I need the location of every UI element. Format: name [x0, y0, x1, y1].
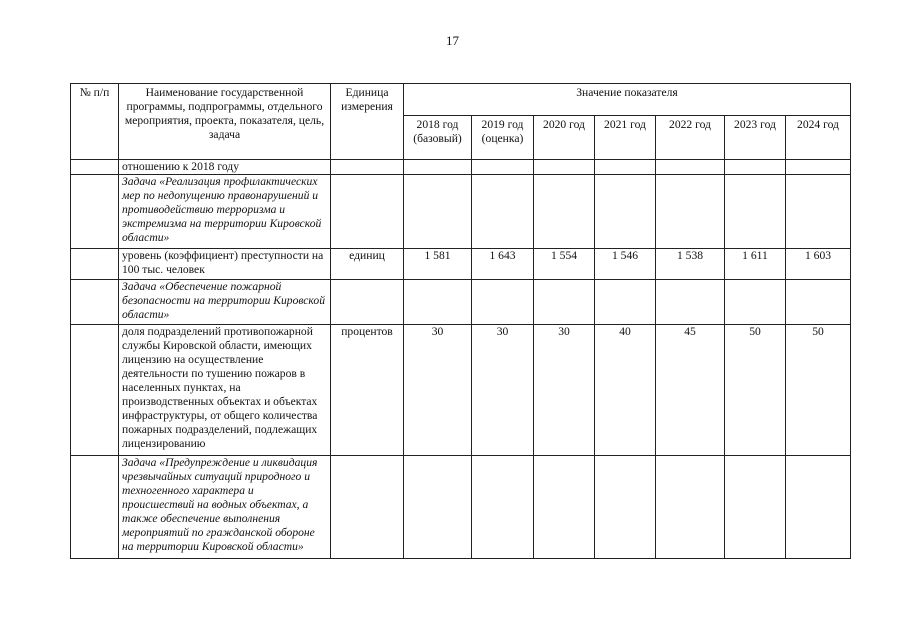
value-cell [656, 160, 725, 175]
value-cell [595, 456, 656, 559]
value-cell [786, 280, 851, 325]
value-cell: 30 [472, 325, 534, 456]
value-cell [786, 456, 851, 559]
unit-cell [331, 456, 404, 559]
unit-cell: единиц [331, 249, 404, 280]
value-cell: 30 [404, 325, 472, 456]
value-cell [656, 175, 725, 249]
value-cell [472, 280, 534, 325]
value-cell [725, 175, 786, 249]
value-cell: 1 611 [725, 249, 786, 280]
value-cell: 30 [534, 325, 595, 456]
task-name: Задача «Реализация профилактических мер по недопущению правонарушений и противодействию терроризма и экстремизма на территории Кировской области» [119, 175, 331, 249]
unit-cell [331, 175, 404, 249]
value-cell: 1 554 [534, 249, 595, 280]
indicator-name: отношению к 2018 году [119, 160, 331, 175]
value-cell: 1 581 [404, 249, 472, 280]
value-cell [725, 456, 786, 559]
header-num: № п/п [71, 84, 119, 160]
header-year: 2021 год [595, 116, 656, 160]
value-cell [725, 280, 786, 325]
value-cell: 40 [595, 325, 656, 456]
value-cell: 1 538 [656, 249, 725, 280]
value-cell [404, 456, 472, 559]
value-cell: 45 [656, 325, 725, 456]
unit-cell [331, 160, 404, 175]
table-row [71, 456, 851, 559]
value-cell [404, 280, 472, 325]
header-name: Наименование государственной программы, подпрограммы, отдельного мероприятия, проекта, показателя, цель, задача [119, 84, 331, 160]
header-year: 2023 год [725, 116, 786, 160]
value-cell: 50 [725, 325, 786, 456]
header-year: 2020 год [534, 116, 595, 160]
indicator-table [70, 83, 851, 559]
value-cell [534, 160, 595, 175]
value-cell: 50 [786, 325, 851, 456]
header-unit: Единица измерения [331, 84, 404, 160]
header-year: 2019 год (оценка) [472, 116, 534, 160]
value-cell [472, 175, 534, 249]
value-cell: 1 603 [786, 249, 851, 280]
value-cell [404, 160, 472, 175]
unit-cell [331, 280, 404, 325]
page-number: 17 [446, 33, 459, 48]
value-cell: 1 546 [595, 249, 656, 280]
value-cell [595, 280, 656, 325]
table-row [71, 249, 851, 280]
header-year: 2024 год [786, 116, 851, 160]
value-cell [534, 175, 595, 249]
header-value-group: Значение показателя [404, 84, 851, 116]
value-cell: 1 643 [472, 249, 534, 280]
value-cell [656, 456, 725, 559]
unit-cell: процентов [331, 325, 404, 456]
value-cell [595, 175, 656, 249]
value-cell [725, 160, 786, 175]
value-cell [786, 160, 851, 175]
indicator-name: уровень (коэффициент) преступности на 100 тыс. человек [119, 249, 331, 280]
value-cell [472, 456, 534, 559]
value-cell [786, 175, 851, 249]
task-name: Задача «Обеспечение пожарной безопасности на территории Кировской области» [119, 280, 331, 325]
task-name: Задача «Предупреждение и ликвидация чрезвычайных ситуаций природного и техногенного характера и происшествий на водных объектах, а также обеспечение выполнения мероприятий по гражданской обороне на территории Кировской области» [119, 456, 331, 559]
value-cell [404, 175, 472, 249]
value-cell [472, 160, 534, 175]
table-row [71, 175, 851, 249]
value-cell [595, 160, 656, 175]
value-cell [656, 280, 725, 325]
table-row [71, 280, 851, 325]
indicator-name: доля подразделений противопожарной службы Кировской области, имеющих лицензию на осуществление деятельности по тушению пожаров в населенных пунктах, на производственных объектах и объектах инфраструктуры, от общего количества пожарных подразделений, подлежащих лицензированию [119, 325, 331, 456]
header-year: 2022 год [656, 116, 725, 160]
table-row [71, 325, 851, 456]
header-year: 2018 год (базовый) [404, 116, 472, 160]
value-cell [534, 280, 595, 325]
table-row [71, 160, 851, 175]
value-cell [534, 456, 595, 559]
